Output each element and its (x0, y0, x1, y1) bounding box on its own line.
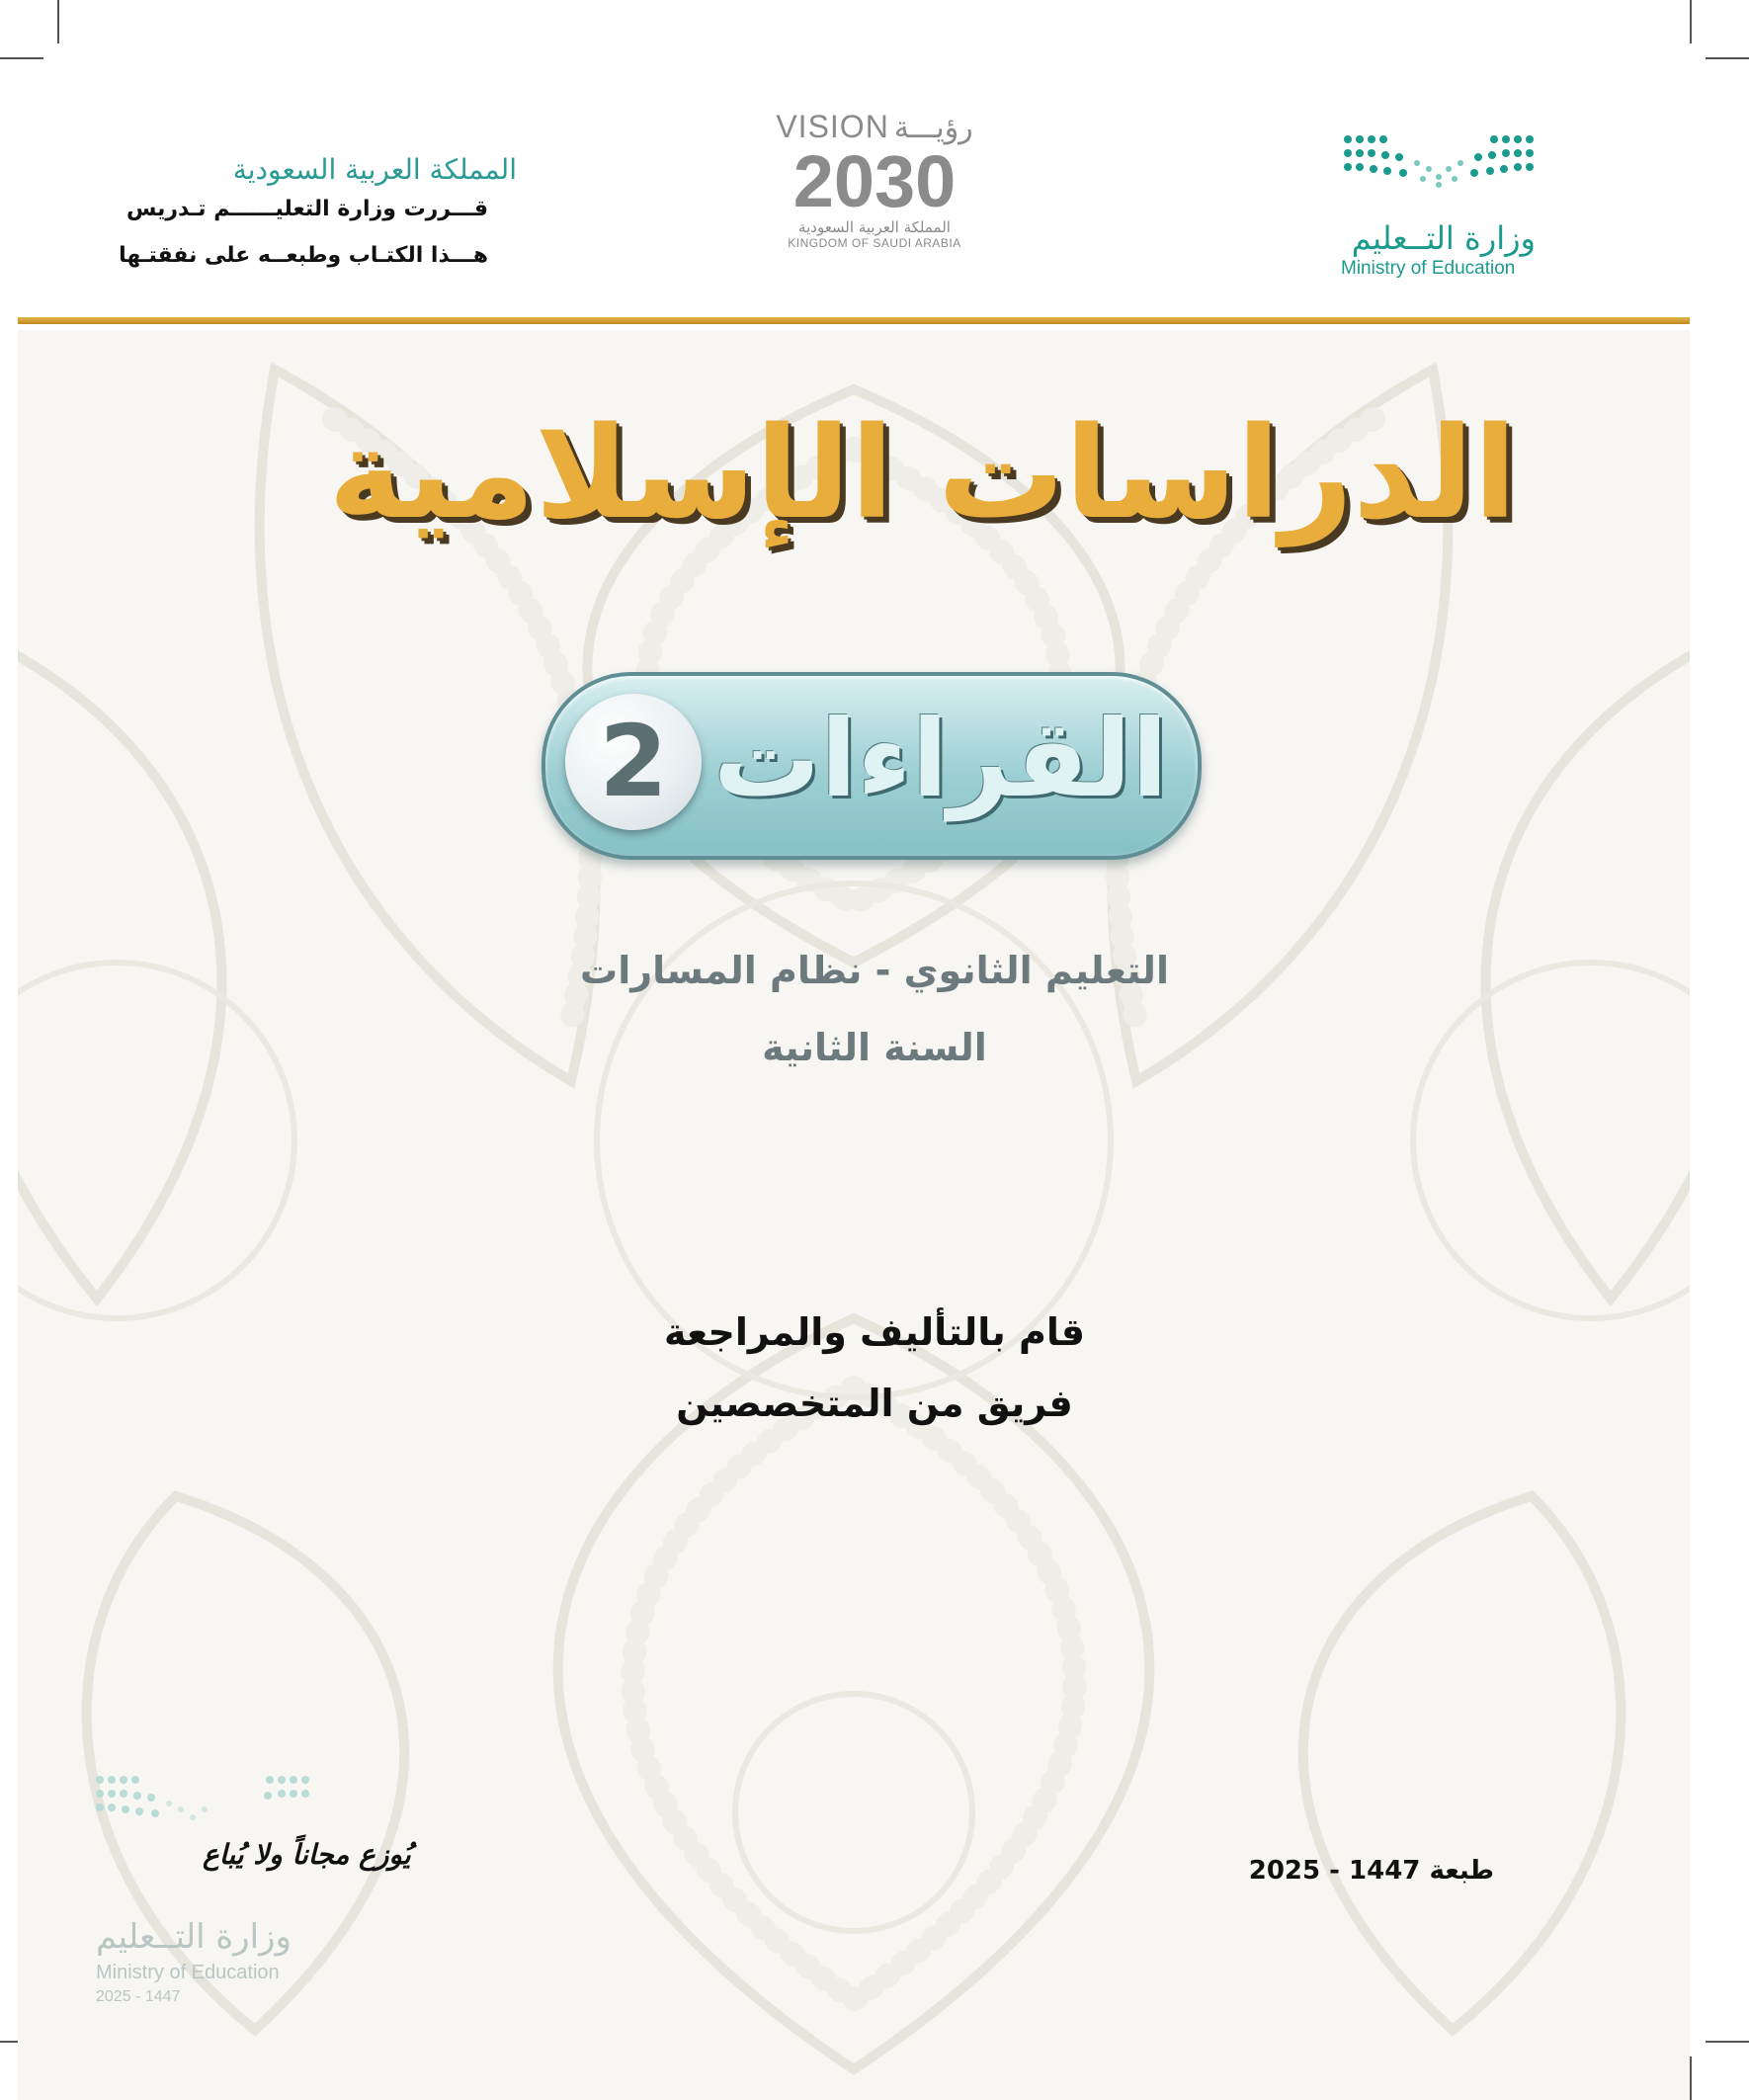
ministry-name-ar-footer: وزارة التــعليم (96, 1917, 292, 1957)
education-stage: التعليم الثانوي - نظام المسارات (580, 949, 1169, 992)
ministry-name-ar: وزارة التــعليم (1351, 219, 1536, 257)
crop-mark (1690, 0, 1692, 43)
volume-number-badge (565, 694, 702, 830)
volume-number: 2 (599, 704, 668, 819)
vision-word: VISION (776, 109, 889, 144)
vision-kingdom-ar: المملكة العربية السعودية (798, 218, 951, 236)
ministry-name-en: Ministry of Education (1341, 258, 1516, 279)
ministry-year-footer: 2025 - 1447 (96, 1988, 181, 2005)
crop-mark (1706, 2041, 1749, 2043)
arabesque-pattern-icon (18, 330, 1690, 2100)
crop-mark (0, 57, 43, 59)
subject-badge (541, 672, 1202, 860)
gold-divider (18, 317, 1690, 324)
ministry-dots-logo-faded-icon (94, 1774, 311, 1833)
edition-label: طبعة 1447 - 2025 (1248, 1856, 1494, 1886)
decree-line-2: هـــذا الكتـاب وطبعــه على نفقتـها (119, 243, 488, 268)
school-year: السنة الثانية (762, 1026, 987, 1069)
decree-line-1: قـــررت وزارة التعليــــــم تـدريس (126, 197, 488, 221)
crop-mark (57, 0, 59, 43)
authors-line-2: فريق من المتخصصين (676, 1382, 1073, 1425)
free-distribution-note: يُوزع مجاناً ولا يُباع (203, 1838, 411, 1871)
authors-line-1: قام بالتأليف والمراجعة (663, 1310, 1085, 1354)
crop-mark (1690, 2057, 1692, 2100)
vision-year: 2030 (792, 140, 957, 222)
kingdom-title: المملكة العربية السعودية (232, 153, 517, 186)
ornament-background (18, 330, 1690, 2100)
vision-word-ar: رؤيـــة (893, 111, 973, 145)
crop-mark (1706, 57, 1749, 59)
book-title: الدراسات الإسلامية (328, 400, 1517, 547)
ministry-dots-logo-icon (1342, 133, 1536, 189)
vision-2030-logo (766, 109, 983, 250)
ministry-name-en-footer: Ministry of Education (96, 1962, 280, 1983)
vision-kingdom-en: KINGDOM OF SAUDI ARABIA (788, 236, 961, 250)
subject-name: القراءات (712, 698, 1168, 821)
